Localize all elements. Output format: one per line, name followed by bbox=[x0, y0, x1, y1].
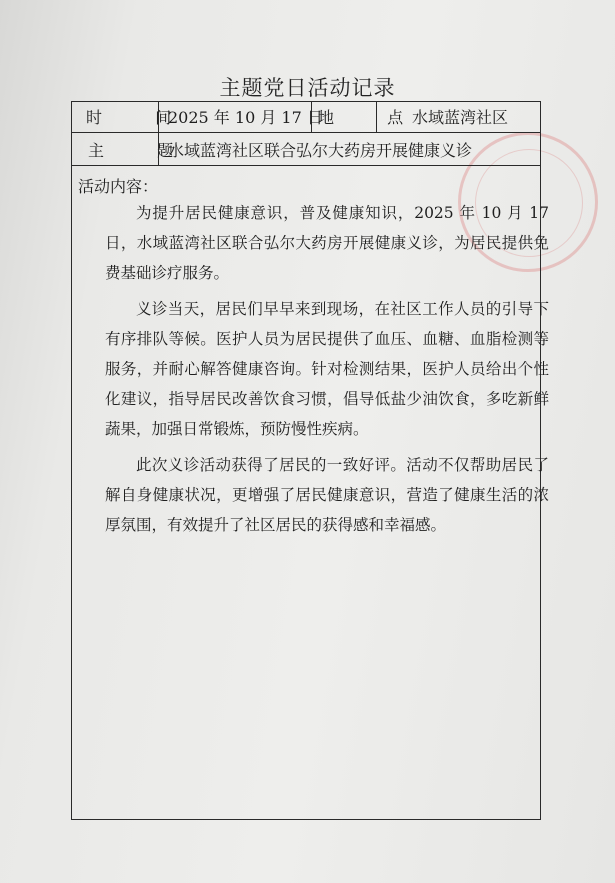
row-divider-2 bbox=[71, 165, 541, 166]
page-title: 主题党日活动记录 bbox=[219, 76, 396, 100]
time-value: 2025 年 10 月 17 日 bbox=[168, 108, 323, 127]
place-label: 地 点 bbox=[318, 108, 428, 127]
paragraph-1: 为提升居民健康意识，普及健康知识，2025 年 10 月 17 日，水域蓝湾社区联合弘尔大药房开展健康义诊，为居民提供免费基础诊疗服务。 bbox=[105, 204, 549, 282]
time-label: 时 间 bbox=[86, 108, 196, 127]
theme-value: 水域蓝湾社区联合弘尔大药房开展健康义诊 bbox=[168, 141, 473, 160]
paragraph-2: 义诊当天，居民们早早来到现场，在社区工作人员的引导下有序排队等候。医护人员为居民提供了血压、血糖、血脂检测等服务，并耐心解答健康咨询。针对检测结果，医护人员给出个性化建议，指导居民改善饮食习惯，倡导低盐少油饮食，多吃新鲜蔬果，加强日常锻炼，预防慢性疾病。 bbox=[105, 300, 549, 438]
theme-label: 主 题 bbox=[88, 141, 198, 160]
content-heading: 活动内容： bbox=[78, 177, 159, 196]
place-value: 水域蓝湾社区 bbox=[412, 108, 509, 127]
content-body bbox=[105, 198, 549, 546]
row-divider-1 bbox=[71, 132, 541, 133]
paragraph-3: 此次义诊活动获得了居民的一致好评。活动不仅帮助居民了解自身健康状况，更增强了居民健康意识，营造了健康生活的浓厚氛围，有效提升了社区居民的获得感和幸福感。 bbox=[105, 456, 549, 534]
